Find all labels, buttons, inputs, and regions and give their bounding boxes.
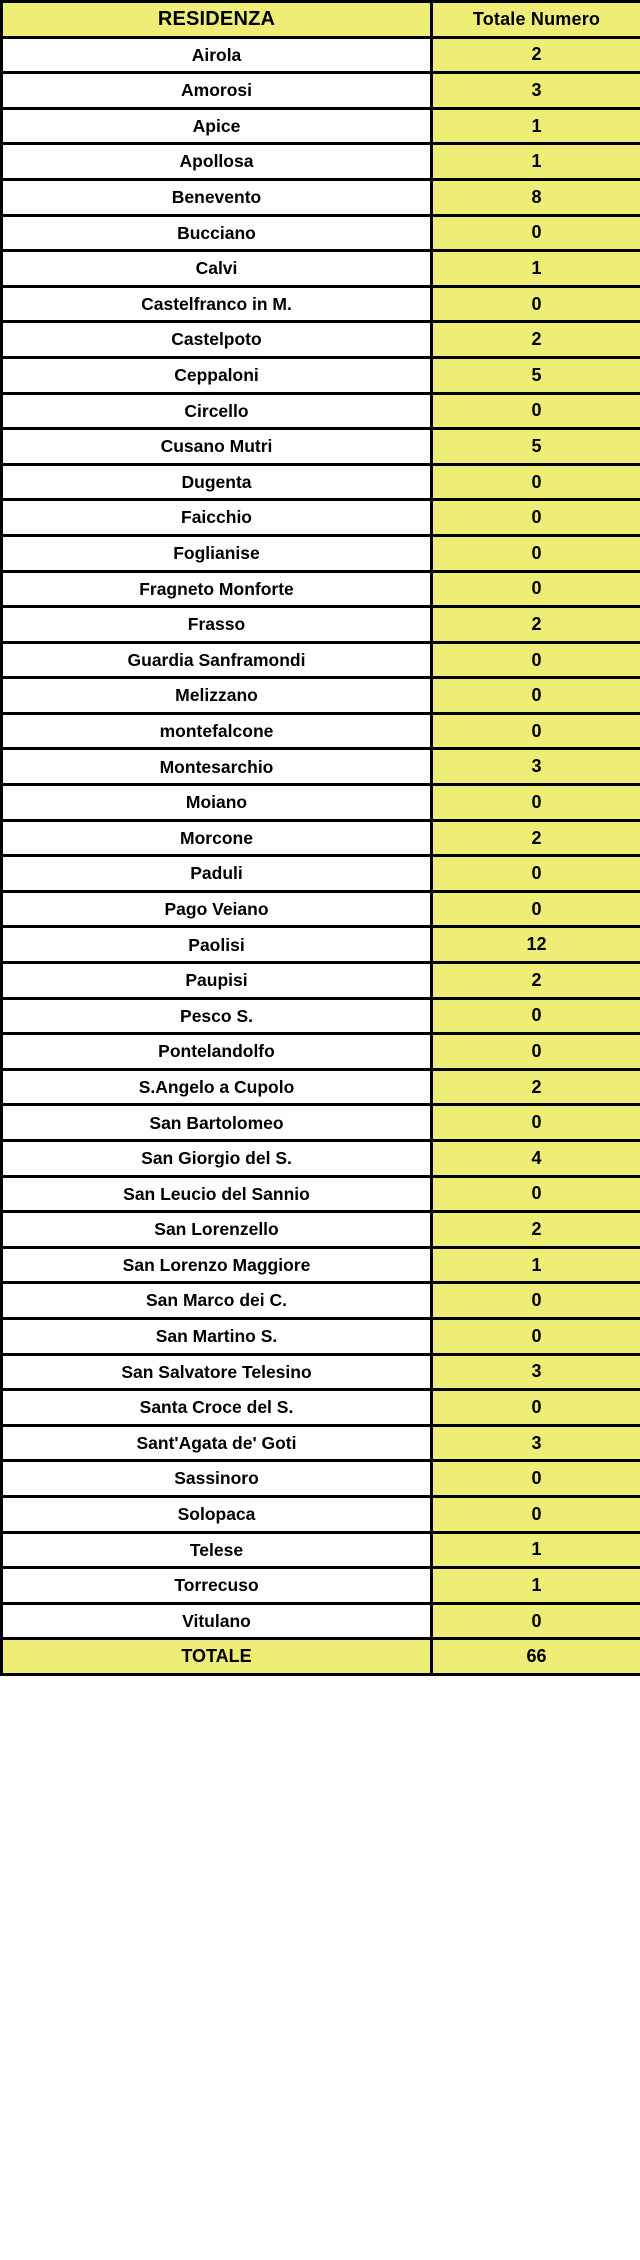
cell-residenza: Faicchio: [2, 500, 432, 536]
cell-totale-numero: 0: [432, 500, 640, 536]
table-row: [2, 820, 640, 856]
table-row: [2, 1247, 640, 1283]
table-row: [2, 535, 640, 571]
cell-residenza: Moiano: [2, 785, 432, 821]
table-row: [2, 571, 640, 607]
cell-totale-numero: 0: [432, 1105, 640, 1141]
cell-residenza: Solopaca: [2, 1496, 432, 1532]
cell-totale-numero: 0: [432, 642, 640, 678]
cell-residenza: Castelpoto: [2, 322, 432, 358]
table-row: [2, 37, 640, 73]
table-row: [2, 1212, 640, 1248]
cell-residenza: San Leucio del Sannio: [2, 1176, 432, 1212]
table-row: [2, 963, 640, 999]
cell-residenza: Frasso: [2, 607, 432, 643]
cell-totale-numero: 3: [432, 1354, 640, 1390]
cell-totale-numero: 0: [432, 1318, 640, 1354]
cell-totale-numero: 2: [432, 1212, 640, 1248]
table-body: [2, 37, 640, 1639]
table-row: [2, 1034, 640, 1070]
table-row: [2, 393, 640, 429]
table-row: [2, 713, 640, 749]
total-label: TOTALE: [2, 1639, 432, 1675]
cell-totale-numero: 0: [432, 998, 640, 1034]
cell-residenza: Dugenta: [2, 464, 432, 500]
table-row: [2, 1318, 640, 1354]
cell-residenza: Paupisi: [2, 963, 432, 999]
cell-residenza: Torrecuso: [2, 1568, 432, 1604]
cell-totale-numero: 0: [432, 1390, 640, 1426]
cell-totale-numero: 5: [432, 429, 640, 465]
cell-residenza: montefalcone: [2, 713, 432, 749]
cell-residenza: Morcone: [2, 820, 432, 856]
cell-residenza: Sant'Agata de' Goti: [2, 1425, 432, 1461]
cell-residenza: Telese: [2, 1532, 432, 1568]
table-row: [2, 108, 640, 144]
cell-totale-numero: 3: [432, 73, 640, 109]
table-row: [2, 251, 640, 287]
cell-residenza: San Lorenzo Maggiore: [2, 1247, 432, 1283]
cell-residenza: San Martino S.: [2, 1318, 432, 1354]
table-row: [2, 1283, 640, 1319]
cell-residenza: San Salvatore Telesino: [2, 1354, 432, 1390]
cell-residenza: Sassinoro: [2, 1461, 432, 1497]
cell-totale-numero: 0: [432, 678, 640, 714]
table-row: [2, 1496, 640, 1532]
cell-totale-numero: 0: [432, 1603, 640, 1639]
table-row: [2, 856, 640, 892]
cell-residenza: Pago Veiano: [2, 891, 432, 927]
cell-residenza: Vitulano: [2, 1603, 432, 1639]
cell-totale-numero: 0: [432, 785, 640, 821]
cell-totale-numero: 0: [432, 286, 640, 322]
cell-totale-numero: 2: [432, 820, 640, 856]
cell-totale-numero: 2: [432, 607, 640, 643]
cell-totale-numero: 1: [432, 108, 640, 144]
cell-totale-numero: 8: [432, 179, 640, 215]
table-row: [2, 357, 640, 393]
table-row: [2, 642, 640, 678]
cell-totale-numero: 1: [432, 144, 640, 180]
table-row: [2, 1390, 640, 1426]
table-row: [2, 1425, 640, 1461]
cell-totale-numero: 2: [432, 963, 640, 999]
cell-totale-numero: 0: [432, 535, 640, 571]
cell-totale-numero: 0: [432, 1461, 640, 1497]
cell-totale-numero: 0: [432, 713, 640, 749]
cell-residenza: Melizzano: [2, 678, 432, 714]
cell-residenza: Pesco S.: [2, 998, 432, 1034]
cell-totale-numero: 0: [432, 856, 640, 892]
cell-residenza: Benevento: [2, 179, 432, 215]
cell-residenza: Ceppaloni: [2, 357, 432, 393]
table-row: [2, 429, 640, 465]
cell-totale-numero: 1: [432, 1532, 640, 1568]
cell-totale-numero: 2: [432, 37, 640, 73]
cell-residenza: Calvi: [2, 251, 432, 287]
table-row: [2, 286, 640, 322]
column-header-totale-numero: Totale Numero: [432, 2, 640, 38]
cell-residenza: Paolisi: [2, 927, 432, 963]
table-row: [2, 891, 640, 927]
cell-residenza: Fragneto Monforte: [2, 571, 432, 607]
table-row: [2, 1176, 640, 1212]
header-row: [2, 2, 640, 38]
cell-residenza: Circello: [2, 393, 432, 429]
cell-totale-numero: 0: [432, 1176, 640, 1212]
cell-totale-numero: 0: [432, 571, 640, 607]
table-row: [2, 179, 640, 215]
table-row: [2, 1105, 640, 1141]
cell-totale-numero: 1: [432, 1568, 640, 1604]
table-row: [2, 144, 640, 180]
table-footer: [2, 1639, 640, 1675]
total-value: 66: [432, 1639, 640, 1675]
cell-residenza: Castelfranco in M.: [2, 286, 432, 322]
cell-totale-numero: 1: [432, 1247, 640, 1283]
cell-totale-numero: 0: [432, 393, 640, 429]
cell-residenza: Amorosi: [2, 73, 432, 109]
cell-residenza: San Marco dei C.: [2, 1283, 432, 1319]
cell-residenza: Airola: [2, 37, 432, 73]
table-row: [2, 1568, 640, 1604]
cell-totale-numero: 3: [432, 1425, 640, 1461]
table-row: [2, 749, 640, 785]
table-row: [2, 215, 640, 251]
cell-totale-numero: 4: [432, 1141, 640, 1177]
cell-totale-numero: 1: [432, 251, 640, 287]
cell-residenza: Paduli: [2, 856, 432, 892]
cell-residenza: Apice: [2, 108, 432, 144]
total-row: [2, 1639, 640, 1675]
table-row: [2, 1532, 640, 1568]
cell-totale-numero: 2: [432, 322, 640, 358]
cell-totale-numero: 0: [432, 464, 640, 500]
table-row: [2, 1069, 640, 1105]
cell-residenza: San Lorenzello: [2, 1212, 432, 1248]
cell-totale-numero: 0: [432, 1034, 640, 1070]
table-row: [2, 785, 640, 821]
cell-residenza: Foglianise: [2, 535, 432, 571]
table-row: [2, 1603, 640, 1639]
cell-totale-numero: 5: [432, 357, 640, 393]
cell-residenza: Bucciano: [2, 215, 432, 251]
table-row: [2, 500, 640, 536]
column-header-residenza: RESIDENZA: [2, 2, 432, 38]
table-row: [2, 322, 640, 358]
table-row: [2, 1461, 640, 1497]
cell-residenza: S.Angelo a Cupolo: [2, 1069, 432, 1105]
cell-residenza: Pontelandolfo: [2, 1034, 432, 1070]
cell-residenza: Santa Croce del S.: [2, 1390, 432, 1426]
cell-residenza: San Bartolomeo: [2, 1105, 432, 1141]
cell-totale-numero: 0: [432, 215, 640, 251]
cell-totale-numero: 0: [432, 1496, 640, 1532]
table-row: [2, 1141, 640, 1177]
cell-totale-numero: 2: [432, 1069, 640, 1105]
cell-residenza: Apollosa: [2, 144, 432, 180]
cell-totale-numero: 3: [432, 749, 640, 785]
table-row: [2, 464, 640, 500]
table-row: [2, 607, 640, 643]
table-row: [2, 998, 640, 1034]
table-row: [2, 678, 640, 714]
table-header: [2, 2, 640, 38]
table-row: [2, 927, 640, 963]
cell-residenza: Montesarchio: [2, 749, 432, 785]
cell-residenza: Guardia Sanframondi: [2, 642, 432, 678]
cell-totale-numero: 0: [432, 891, 640, 927]
cell-totale-numero: 12: [432, 927, 640, 963]
cell-residenza: Cusano Mutri: [2, 429, 432, 465]
table-row: [2, 1354, 640, 1390]
cell-totale-numero: 0: [432, 1283, 640, 1319]
table-row: [2, 73, 640, 109]
cell-residenza: San Giorgio del S.: [2, 1141, 432, 1177]
